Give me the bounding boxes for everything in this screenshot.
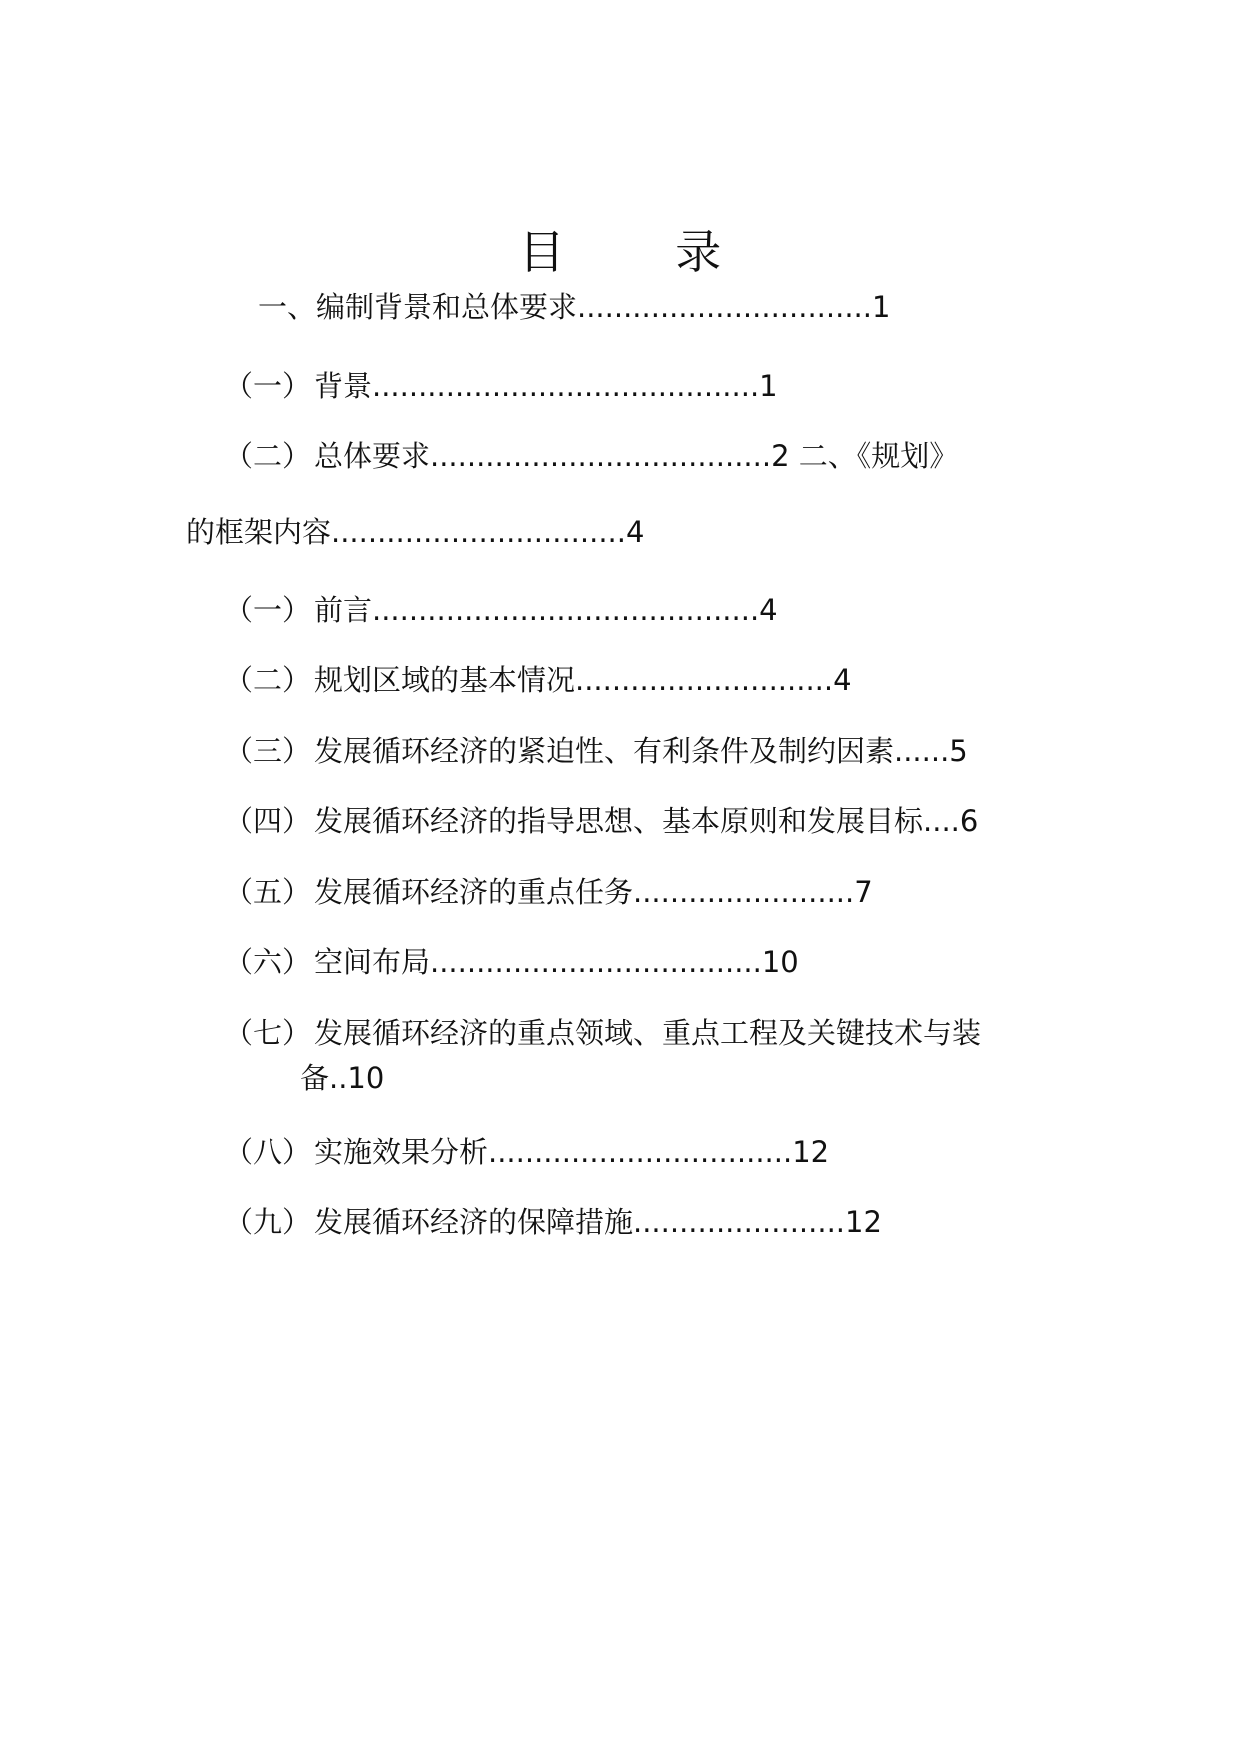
toc-entry-number: （七）	[224, 1016, 312, 1050]
toc-entry-2-4[interactable]	[224, 801, 978, 841]
toc-entry-text: 前言..........................................4	[314, 593, 778, 627]
page-title: 目 录	[518, 225, 770, 279]
toc-entry-1-1[interactable]	[224, 366, 778, 406]
toc-entry-2-2[interactable]	[224, 660, 852, 700]
toc-entry-number: （六）	[224, 945, 312, 979]
toc-entry-text: 发展循环经济的重点领域、重点工程及关键技术与装	[314, 1016, 982, 1050]
toc-entry-2-1[interactable]	[224, 590, 778, 630]
toc-entry-number: （五）	[224, 875, 312, 909]
toc-entry-text: 背景..........................................1	[314, 369, 778, 403]
toc-entry-text: 的框架内容................................4	[186, 515, 645, 549]
toc-entry-text: 一、编制背景和总体要求................................1	[258, 290, 891, 324]
toc-entry-number: （一）	[224, 369, 312, 403]
toc-entry-text: 备..10	[300, 1061, 385, 1095]
toc-entry-text: 实施效果分析.................................12	[314, 1135, 830, 1169]
toc-entry-number: （四）	[224, 804, 312, 838]
toc-entry-text: 发展循环经济的指导思想、基本原则和发展目标....6	[314, 804, 979, 838]
toc-entry-2-7[interactable]	[224, 1013, 981, 1053]
toc-entry-text: 发展循环经济的重点任务........................7	[314, 875, 873, 909]
toc-entry-number: （一）	[224, 593, 312, 627]
toc-entry-number: （二）	[224, 663, 312, 697]
toc-entry-2-3[interactable]	[224, 731, 968, 771]
toc-entry-number: （二）	[224, 439, 312, 473]
toc-entry-number: （三）	[224, 734, 312, 768]
toc-entry-2-7-continuation[interactable]	[300, 1058, 384, 1098]
toc-entry-2-5[interactable]	[224, 872, 873, 912]
toc-entry-2-6[interactable]	[224, 942, 799, 982]
toc-entry-2-9[interactable]	[224, 1202, 882, 1242]
toc-entry-1[interactable]	[258, 287, 890, 327]
toc-entry-1-2[interactable]	[224, 436, 958, 476]
toc-entry-text: 发展循环经济的紧迫性、有利条件及制约因素......5	[314, 734, 968, 768]
toc-entry-number: （九）	[224, 1205, 312, 1239]
toc-entry-text: 发展循环经济的保障措施.......................12	[314, 1205, 882, 1239]
toc-entry-text: 规划区域的基本情况............................4	[314, 663, 852, 697]
toc-entry-2-8[interactable]	[224, 1132, 829, 1172]
toc-entry-number: （八）	[224, 1135, 312, 1169]
toc-entry-2[interactable]	[186, 512, 644, 552]
toc-entry-text: 空间布局....................................10	[314, 945, 799, 979]
toc-entry-text: 总体要求.....................................2 二、《规划》	[314, 439, 959, 473]
